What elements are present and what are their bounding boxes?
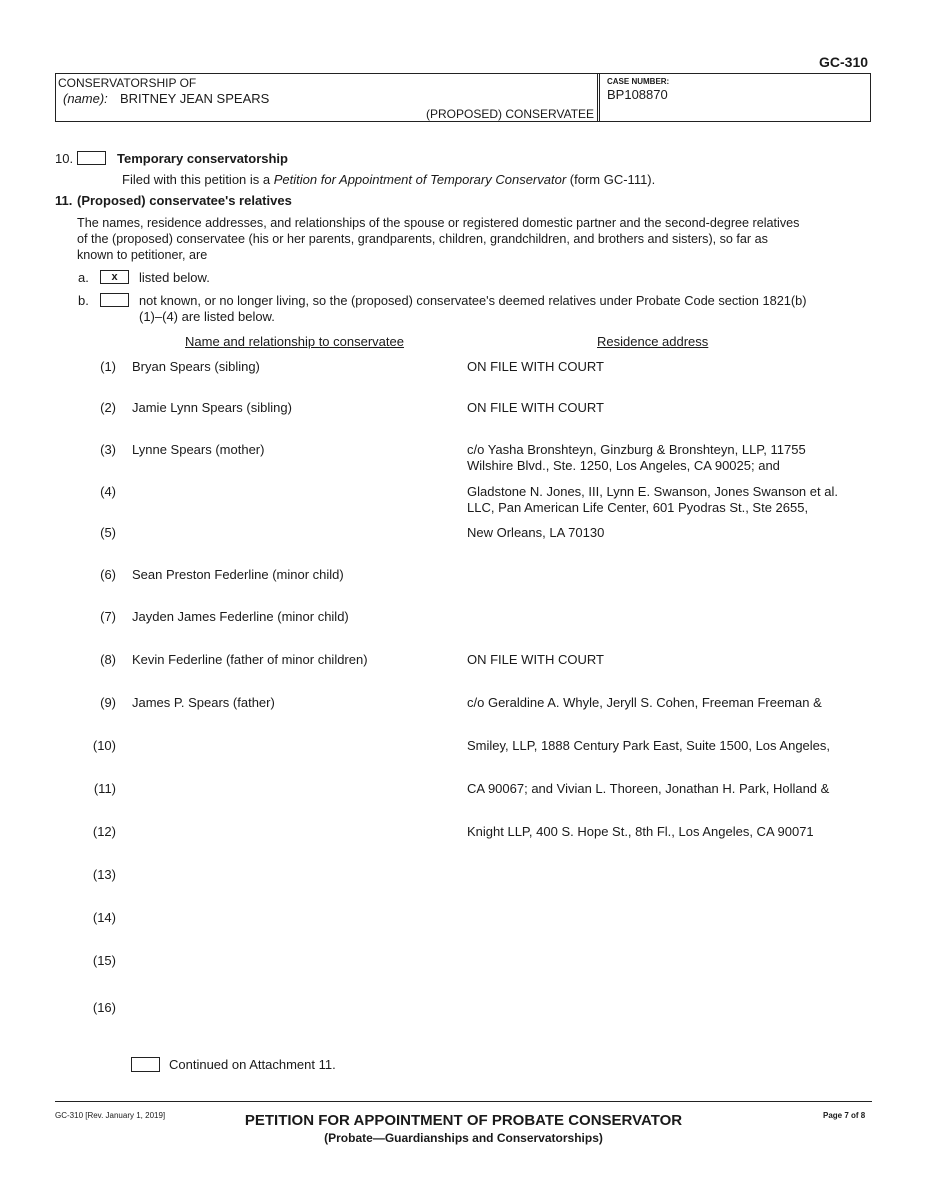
relative-address: Smiley, LLP, 1888 Century Park East, Suite 1500, Los Angeles,	[467, 738, 831, 753]
item10-text-pre: Filed with this petition is a	[122, 172, 271, 187]
item11a-text: listed below.	[139, 270, 210, 285]
item10-title: Temporary conservatorship	[117, 151, 288, 166]
case-number-value: BP108870	[607, 87, 668, 102]
case-number-label: CASE NUMBER:	[607, 77, 670, 86]
relative-name: James P. Spears (father)	[132, 695, 275, 710]
row-number: (6)	[100, 567, 116, 582]
footer-subtitle: (Probate—Guardianships and Conservatorships)	[324, 1131, 603, 1145]
row-number: (15)	[92, 953, 116, 968]
relative-address: CA 90067; and Vivian L. Thoreen, Jonathan H. Park, Holland &	[467, 781, 830, 796]
item11b-text-line2: (1)–(4) are listed below.	[139, 309, 275, 324]
row-number: (12)	[92, 824, 116, 839]
item11-para-line2: of the (proposed) conservatee (his or her parents, grandparents, children, grandchildren, and brothers and sisters), so far as	[77, 232, 768, 246]
name-label: (name):	[63, 91, 108, 106]
item10-number: 10.	[55, 151, 74, 166]
item10-text	[122, 172, 655, 187]
row-number: (7)	[100, 609, 116, 624]
page-number: Page 7 of 8	[823, 1111, 866, 1120]
footer-title: PETITION FOR APPOINTMENT OF PROBATE CONSERVATOR	[244, 1112, 683, 1129]
row-number: (2)	[100, 400, 116, 415]
relative-address: c/o Geraldine A. Whyle, Jeryll S. Cohen, Freeman Freeman &	[467, 695, 822, 710]
item11-para-line3: known to petitioner, are	[77, 248, 208, 262]
item11b-checkbox[interactable]	[100, 293, 129, 307]
item11-number: 11.	[55, 193, 73, 208]
row-number: (1)	[100, 359, 116, 374]
relative-address: Gladstone N. Jones, III, Lynn E. Swanson, Jones Swanson et al.	[467, 484, 838, 499]
column-header-address: Residence address	[597, 334, 709, 349]
row-number: (14)	[92, 910, 116, 925]
conservatee-name: BRITNEY JEAN SPEARS	[120, 91, 270, 106]
relative-address: New Orleans, LA 70130	[467, 525, 605, 540]
row-number: (11)	[93, 781, 116, 796]
relative-name: Kevin Federline (father of minor children)	[132, 652, 368, 667]
caption-divider-2	[599, 74, 600, 121]
relative-address-line2: LLC, Pan American Life Center, 601 Pyodras St., Ste 2655,	[467, 500, 809, 515]
row-number: (4)	[100, 484, 116, 499]
relative-name: Jamie Lynn Spears (sibling)	[132, 400, 292, 415]
continued-checkbox[interactable]	[131, 1057, 160, 1072]
relative-name: Sean Preston Federline (minor child)	[132, 567, 344, 582]
item10-text-post: (form GC-111).	[569, 172, 656, 187]
item11b-label: b.	[78, 293, 89, 308]
footer-divider	[55, 1101, 872, 1102]
row-number: (16)	[92, 1000, 116, 1015]
form-number: GC-310	[819, 54, 869, 70]
footer-form-revision: GC-310 [Rev. January 1, 2019]	[55, 1111, 166, 1120]
caption-divider	[597, 74, 598, 121]
row-number: (9)	[100, 695, 116, 710]
conservatorship-of-label: CONSERVATORSHIP OF	[58, 76, 197, 90]
relative-name: Lynne Spears (mother)	[132, 442, 265, 457]
item10-checkbox[interactable]	[77, 151, 106, 165]
row-number: (8)	[100, 652, 116, 667]
item11-title: (Proposed) conservatee's relatives	[77, 193, 292, 208]
relative-name: Jayden James Federline (minor child)	[132, 609, 349, 624]
row-number: (13)	[92, 867, 116, 882]
relative-address: ON FILE WITH COURT	[467, 359, 604, 374]
row-number: (3)	[100, 442, 116, 457]
row-number: (5)	[100, 525, 116, 540]
relative-address: c/o Yasha Bronshteyn, Ginzburg & Bronshteyn, LLP, 11755	[467, 442, 806, 457]
relative-address: ON FILE WITH COURT	[467, 400, 604, 415]
item11a-label: a.	[78, 270, 89, 285]
item11-para-line1: The names, residence addresses, and relationships of the spouse or registered domestic partner and the second-degree relatives	[77, 216, 800, 230]
relative-address: ON FILE WITH COURT	[467, 652, 604, 667]
relative-name: Bryan Spears (sibling)	[132, 359, 260, 374]
item11a-checkbox[interactable]: x	[100, 270, 129, 284]
item11b-text-line1: not known, or no longer living, so the (proposed) conservatee's deemed relatives under Probate Code section 1821(b)	[139, 293, 807, 308]
relative-address-line2: Wilshire Blvd., Ste. 1250, Los Angeles, CA 90025; and	[467, 458, 780, 473]
continued-text: Continued on Attachment 11.	[169, 1057, 336, 1072]
caption-box	[55, 73, 871, 122]
row-number: (10)	[92, 738, 116, 753]
item10-text-italic: Petition for Appointment of Temporary Conservator	[273, 172, 567, 187]
relative-address: Knight LLP, 400 S. Hope St., 8th Fl., Los Angeles, CA 90071	[467, 824, 814, 839]
column-header-name: Name and relationship to conservatee	[185, 334, 404, 349]
proposed-conservatee-label: (PROPOSED) CONSERVATEE	[426, 107, 595, 121]
